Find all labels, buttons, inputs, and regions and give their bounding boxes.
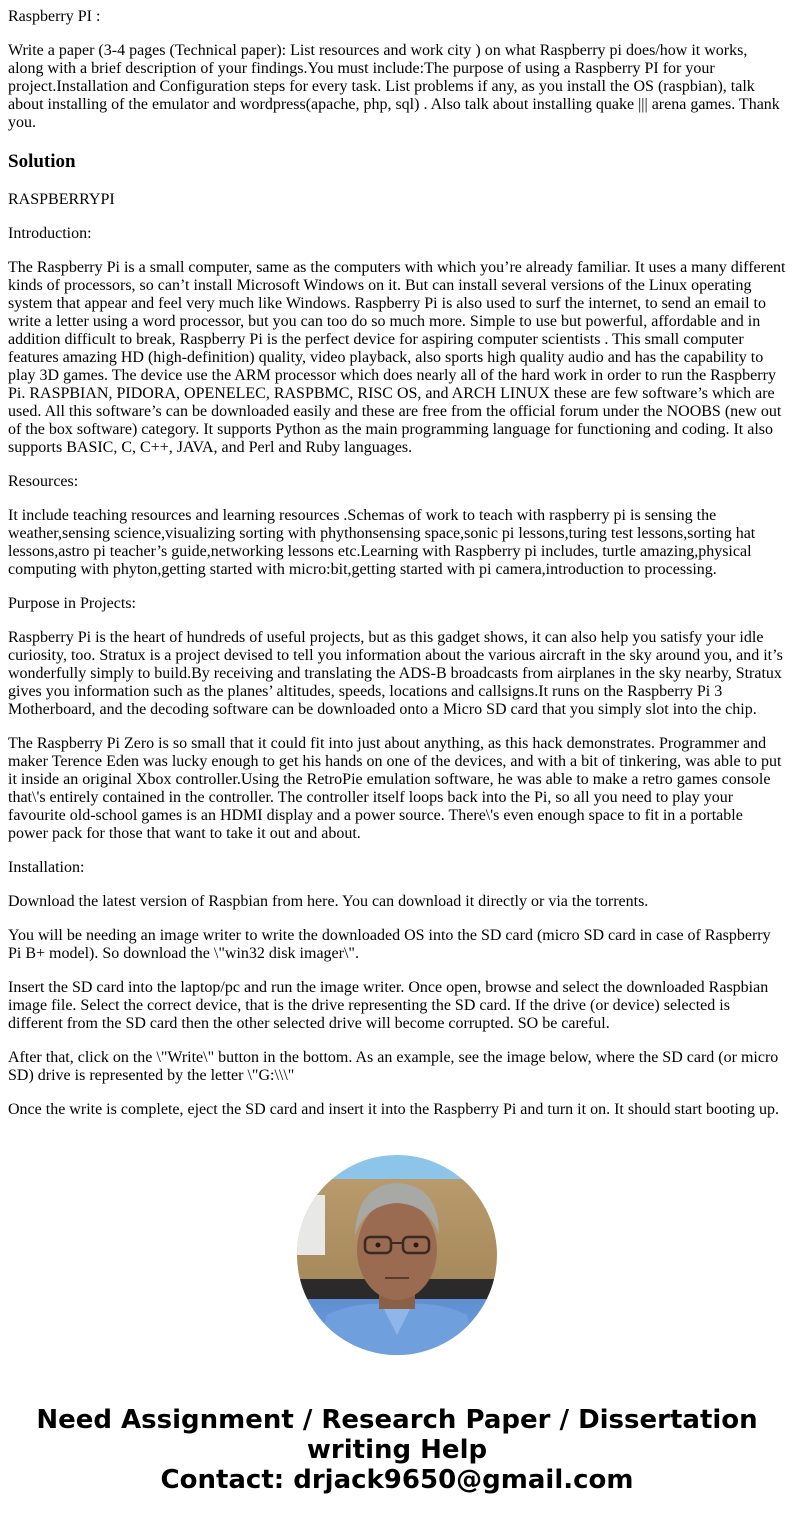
promo-headline: Need Assignment / Research Paper / Dissertation writing Help [36, 1405, 758, 1465]
purpose-paragraph-1: Raspberry Pi is the heart of hundreds of useful projects, but as this gadget shows, it can also help you satisfy your idle curiosity, too. Stratux is a project devised to tell you information about the various aircraft in the sky around you, and it’s wonderfully simply to build.By receiving and translating the ADS-B broadcasts from airplanes in the sky nearby, Stratux gives you information such as the planes’ altitudes, speeds, locations and callsigns.It runs on the Raspberry Pi 3 Motherboard, and the decoding software can be downloaded onto a Micro SD card that you simply slot into the chip. [8, 629, 783, 718]
avatar-container [0, 1155, 794, 1355]
doc-title: RASPBERRYPI [8, 191, 115, 208]
installation-paragraph-3: Insert the SD card into the laptop/pc and run the image writer. Once open, browse and select the downloaded Raspbian image file. Select the correct device, that is the drive representing the SD card. If the drive (or device) selected is different from the SD card then the other selected drive will become corrupted. SO be careful. [8, 979, 769, 1032]
section-label-resources: Resources: [8, 473, 79, 490]
introduction-paragraph: The Raspberry Pi is a small computer, same as the computers with which you’re already familiar. It uses a many different kinds of processors, so can’t install Microsoft Windows on it. But can install several versions of the Linux operating system that appear and feel very much like Windows. Raspberry Pi is also used to surf the internet, to send an email to write a letter using a word processor, but you can too do so much more. Simple to use but powerful, affordable and in addition difficult to break, Raspberry Pi is the perfect device for aspiring computer scientists . This small computer features amazing HD (high-definition) quality, video playback, also sports high quality audio and has the capability to play 3D games. The device use the ARM processor which does nearly all of the hard work in order to run the Raspberry Pi. RASPBIAN, PIDORA, OPENELEC, RASPBMC, RISC OS, and ARCH LINUX these are few software’s which are used. All this software’s can be downloaded easily and these are free from the official forum under the NOOBS (new out of the box software) category. It supports Python as the main programming language for functioning and coding. It also supports BASIC, C, C++, JAVA, and Perl and Ruby languages. [8, 259, 786, 456]
installation-paragraph-2: You will be needing an image writer to write the downloaded OS into the SD card (micro SD card in case of Raspberry Pi B+ model). So download the \"win32 disk imager\". [8, 927, 771, 962]
section-label-installation: Installation: [8, 859, 85, 876]
solution-heading: Solution [8, 151, 76, 172]
avatar [297, 1155, 497, 1355]
promo-banner [0, 1405, 794, 1495]
document [0, 8, 794, 1119]
promo-contact: Contact: drjack9650@gmail.com [160, 1465, 634, 1495]
resources-paragraph: It include teaching resources and learning resources .Schemas of work to teach with raspberry pi is sensing the weather,sensing science,visualizing sorting with phythonsensing space,sonic pi lessons,turing test lessons,sorting hat lessons,astro pi teacher’s guide,networking lessons etc.Learning with Raspberry pi includes, turtle amazing,physical computing with phyton,getting started with micro:bit,getting started with pi camera,introduction to processing. [8, 507, 756, 578]
question-title: Raspberry PI : [8, 8, 101, 25]
question-body: Write a paper (3-4 pages (Technical paper): List resources and work city ) on what Raspberry pi does/how it works, along with a brief description of your findings.You must include:The purpose of using a Raspberry PI for your project.Installation and Configuration steps for every task. List problems if any, as you install the OS (raspbian), talk about installing of the emulator and wordpress(apache, php, sql) . Also talk about installing quake ||| arena games. Thank you. [8, 42, 780, 131]
installation-paragraph-5: Once the write is complete, eject the SD card and insert it into the Raspberry Pi and turn it on. It should start booting up. [8, 1101, 779, 1118]
installation-paragraph-4: After that, click on the \"Write\" button in the bottom. As an example, see the image below, where the SD card (or micro SD) drive is represented by the letter \"G:\\\" [8, 1049, 779, 1084]
section-label-introduction: Introduction: [8, 225, 92, 242]
section-label-purpose: Purpose in Projects: [8, 595, 136, 612]
person-portrait-icon [297, 1155, 497, 1355]
installation-paragraph-1: Download the latest version of Raspbian from here. You can download it directly or via the torrents. [8, 893, 649, 910]
purpose-paragraph-2: The Raspberry Pi Zero is so small that it could fit into just about anything, as this hack demonstrates. Programmer and maker Terence Eden was lucky enough to get his hands on one of the devices, and with a bit of tinkering, was able to put it inside an original Xbox controller.Using the RetroPie emulation software, he was able to make a retro games console that\'s entirely contained in the controller. The controller itself loops back into the Pi, so all you need to play your favourite old-school games is an HDMI display and a power source. There\'s even enough space to fit in a portable power pack for those that want to take it out and about. [8, 735, 782, 842]
